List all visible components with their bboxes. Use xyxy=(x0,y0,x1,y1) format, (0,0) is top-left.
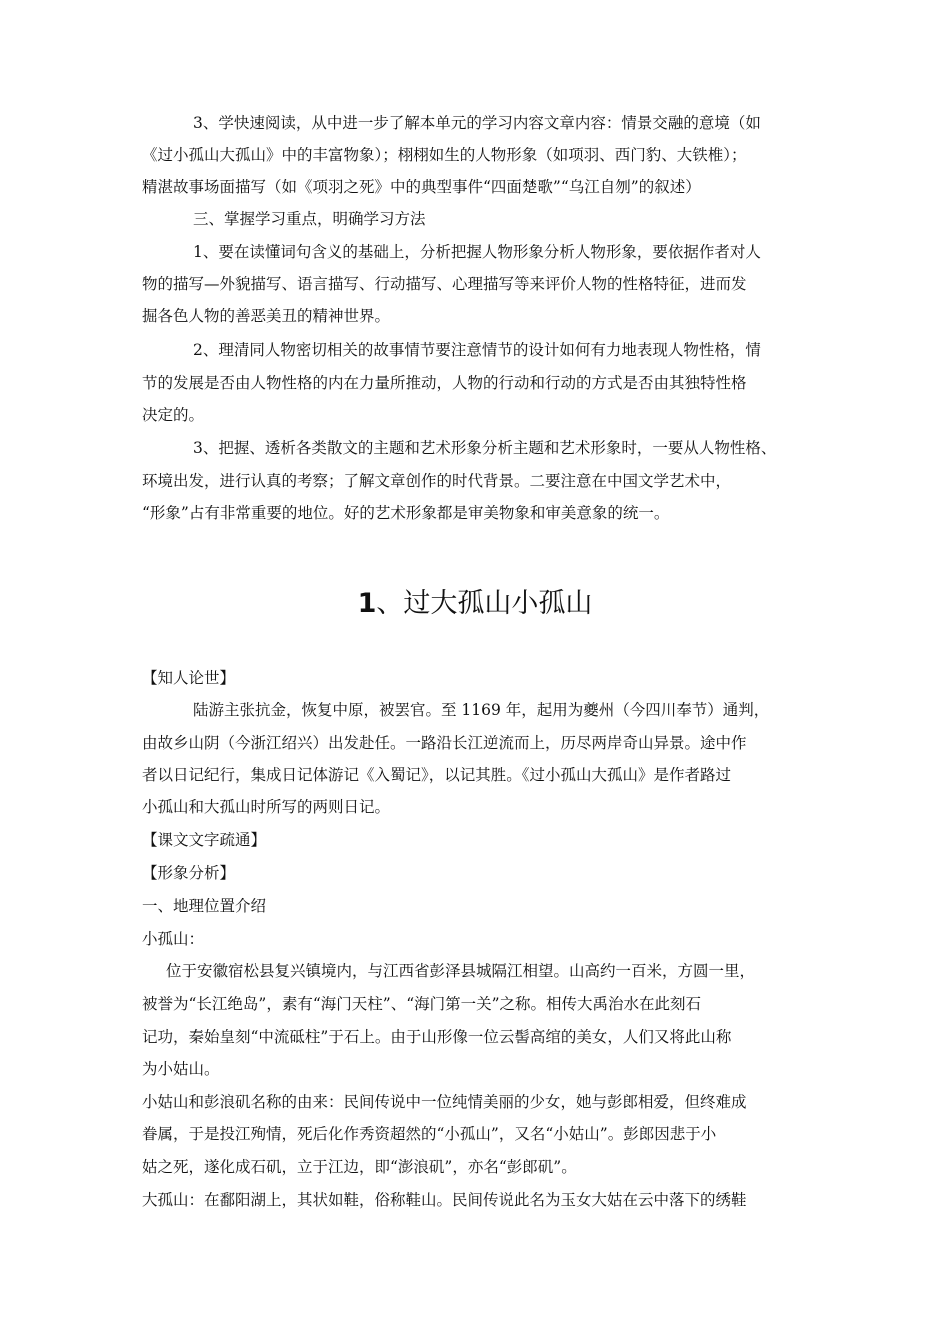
xiaogushan-line-2: 被誉为“长江绝岛”，素有“海门天柱”、“海门第一关”之称。相传大禹治水在此刻石 xyxy=(142,995,702,1013)
method3-line-2: 环境出发，进行认真的考察；了解文章创作的时代背景。二要注意在中国文学艺术中， xyxy=(142,472,732,490)
lesson-number: 1 xyxy=(357,588,377,619)
intro-item3-line-3: 精湛故事场面描写（如《项羽之死》中的典型事件“四面楚歌”“乌江自刎”的叙述） xyxy=(142,178,701,196)
lesson-title-text: 、过大孤山小孤山 xyxy=(376,588,593,619)
zhiren-label: 【知人论世】 xyxy=(142,669,236,687)
xiaogushan-line-1: 位于安徽宿松县复兴镇境内，与江西省彭泽县城隔江相望。山高约一百米，方圆一里， xyxy=(166,962,756,980)
method1-line-3: 掘各色人物的善恶美丑的精神世界。 xyxy=(142,307,391,325)
zhiren-line-1: 陆游主张抗金，恢复中原，被罢官。至 1169 年，起用为夔州（今四川奉节）通判， xyxy=(193,701,770,719)
xingxiang-label: 【形象分析】 xyxy=(142,864,236,882)
xiaogushan-line-4: 为小姑山。 xyxy=(142,1060,220,1078)
method2-line-2: 节的发展是否由人物性格的内在力量所推动，人物的行动和行动的方式是否由其独特性格 xyxy=(142,374,747,392)
kewen-label: 【课文文字疏通】 xyxy=(142,831,267,849)
method2-line-3: 决定的。 xyxy=(142,406,205,424)
section3-title: 三、掌握学习重点，明确学习方法 xyxy=(193,210,426,228)
intro-item3-line-1: 3、学快速阅读，从中进一步了解本单元的学习内容文章内容：情景交融的意境（如 xyxy=(193,114,761,132)
dagushan-line-1: 大孤山：在鄱阳湖上，其状如鞋，俗称鞋山。民间传说此名为玉女大姑在云中落下的绣鞋 xyxy=(142,1191,747,1209)
legend-line-3: 姑之死，遂化成石矶，立于江边，即“澎浪矶”，亦名“彭郎矶”。 xyxy=(142,1158,577,1176)
method3-line-1: 3、把握、透析各类散文的主题和艺术形象分析主题和艺术形象时，一要从人物性格、 xyxy=(193,439,777,457)
geo-title: 一、地理位置介绍 xyxy=(142,897,267,915)
zhiren-line-4: 小孤山和大孤山时所写的两则日记。 xyxy=(142,798,391,816)
method3-line-3: “形象”占有非常重要的地位。好的艺术形象都是审美物象和审美意象的统一。 xyxy=(142,504,670,522)
method1-line-1: 1、要在读懂词句含义的基础上，分析把握人物形象分析人物形象，要依据作者对人 xyxy=(193,243,761,261)
zhiren-line-2: 由故乡山阴（今浙江绍兴）出发赴任。一路沿长江逆流而上，历尽两岸奇山异景。途中作 xyxy=(142,734,747,752)
lesson-title xyxy=(0,586,950,622)
method1-line-2: 物的描写—外貌描写、语言描写、行动描写、心理描写等来评价人物的性格特征，进而发 xyxy=(142,275,747,293)
xiaogushan-line-3: 记功，秦始皇刻“中流砥柱”于石上。由于山形像一位云髻高绾的美女，人们又将此山称 xyxy=(142,1028,732,1046)
xiaogushan-label: 小孤山： xyxy=(142,930,205,948)
intro-item3-line-2: 《过小孤山大孤山》中的丰富物象）；栩栩如生的人物形象（如项羽、西门豹、大铁椎）； xyxy=(142,146,747,164)
method2-line-1: 2、理清同人物密切相关的故事情节要注意情节的设计如何有力地表现人物性格，情 xyxy=(193,341,761,359)
zhiren-line-3: 者以日记纪行，集成日记体游记《入蜀记》，以记其胜。《过小孤山大孤山》是作者路过 xyxy=(142,766,732,784)
legend-line-2: 眷属，于是投江殉情，死后化作秀资超然的“小孤山”，又名“小姑山”。彭郎因悲于小 xyxy=(142,1125,717,1143)
legend-line-1: 小姑山和彭浪矶名称的由来：民间传说中一位纯情美丽的少女，她与彭郎相爱，但终难成 xyxy=(142,1093,747,1111)
